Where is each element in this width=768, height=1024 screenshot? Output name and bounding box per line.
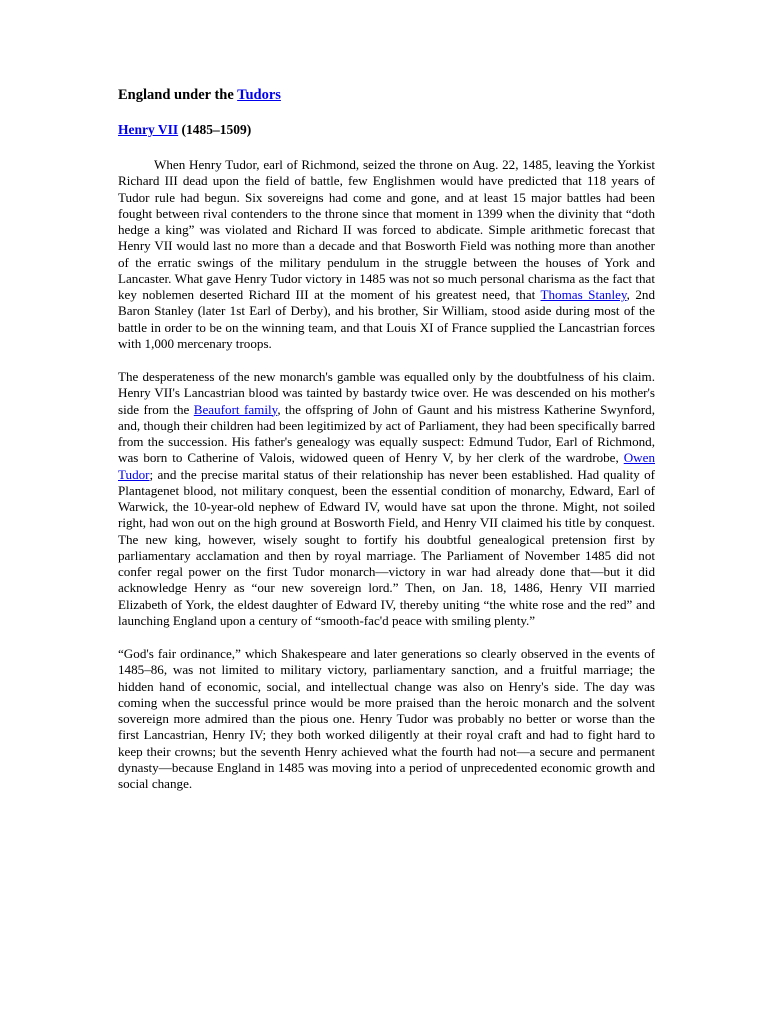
beaufort-family-link[interactable]: Beaufort family (193, 401, 278, 417)
tudors-link[interactable]: Tudors (237, 87, 281, 103)
page-title (118, 86, 655, 104)
document-body (118, 86, 655, 809)
reign-dates: (1485–1509) (178, 122, 252, 137)
paragraph-1-text-b: , 2nd Baron Stanley (later 1st Earl of Derby), and his brother, Sir William, stood aside during most of the battle in order to be on the winning team, and that Louis XI of France supplied the Lancastrian forces with 1,000 mercenary troops. (118, 287, 655, 351)
paragraph-1-text-a: When Henry Tudor, earl of Richmond, seized the throne on Aug. 22, 1485, leaving the Yorkist Richard III dead upon the field of battle, few Englishmen would have predicted that 118 years of Tudor rule had begun. Six sovereigns had come and gone, and at least 15 major battles had been fought between rival contenders to the throne since that moment in 1399 when the divinity that “doth hedge a king” was violated and Richard II was forced to abdicate. Simple arithmetic forecast that Henry VII would last no more than a decade and that Bosworth Field was nothing more than another of the erratic swings of the military pendulum in the struggle between the houses of York and Lancaster. What gave Henry Tudor victory in 1485 was not so much personal charisma as the fact that key noblemen deserted Richard III at the moment of his greatest need, that (118, 157, 655, 302)
paragraph-2-text-a: The desperateness of the new monarch's gamble was equalled only by the doubtfulness of his claim. Henry VII's Lancastrian blood was tainted by bastardy twice over. He was descended on his mother's side from the (118, 369, 655, 417)
owen-tudor-link[interactable]: Owen Tudor (118, 450, 655, 482)
paragraph-2-text-b: , the offspring of John of Gaunt and his mistress Katherine Swynford, and, though their children had been legitimized by act of Parliament, they had been specifically barred from the succession. His father's genealogy was equally suspect: Edmund Tudor, Earl of Richmond, was born to Catherine of Valois, widowed queen of Henry V, by her clerk of the wardrobe, (118, 401, 655, 466)
paragraph-3-text: “God's fair ordinance,” which Shakespeare and later generations so clearly observed in the events of 1485–86, was not limited to military victory, parliamentary sanction, and a fruitful marriage; the hidden hand of economic, social, and intellectual change was also on Henry's side. The day was coming when the successful prince would be more praised than the heroic monarch and the solvent sovereign more admired than the pious one. Henry Tudor was probably no better or worse than the first Lancastrian, Henry IV; they both worked diligently at their royal craft and had to fight hard to keep their crowns; but the seventh Henry achieved what the fourth had not—a secure and permanent dynasty—because England in 1485 was moving into a period of unprecedented economic growth and social change. (118, 646, 655, 791)
title-text: England under the (118, 87, 238, 103)
paragraph-1 (118, 157, 655, 352)
thomas-stanley-link[interactable]: Thomas Stanley (540, 287, 627, 302)
section-heading (118, 121, 655, 139)
paragraph-3 (118, 646, 655, 792)
paragraph-2-text-c: ; and the precise marital status of their relationship has never been established. Had quality of Plantagenet blood, not military conquest, been the essential condition of monarchy, Edward, Earl of Warwick, the 10-year-old nephew of Edward IV, would have sat upon the throne. Might, not soiled right, had won out on the high ground at Bosworth Field, and Henry VII claimed his title by conquest. The new king, however, wisely sought to fortify his doubtful genealogical pretension first by parliamentary acclamation and then by royal marriage. The Parliament of November 1485 did not confer regal power on the first Tudor monarch—victory in war had already done that—but it did acknowledge Henry as “our new sovereign lord.” Then, on Jan. 18, 1486, Henry VII married Elizabeth of York, the eldest daughter of Edward IV, thereby uniting “the white rose and the red” and launching England upon a century of “smooth-fac'd peace with smiling plenty.” (118, 466, 655, 628)
paragraph-2 (118, 369, 655, 629)
henry-vii-link[interactable]: Henry VII (118, 122, 179, 137)
